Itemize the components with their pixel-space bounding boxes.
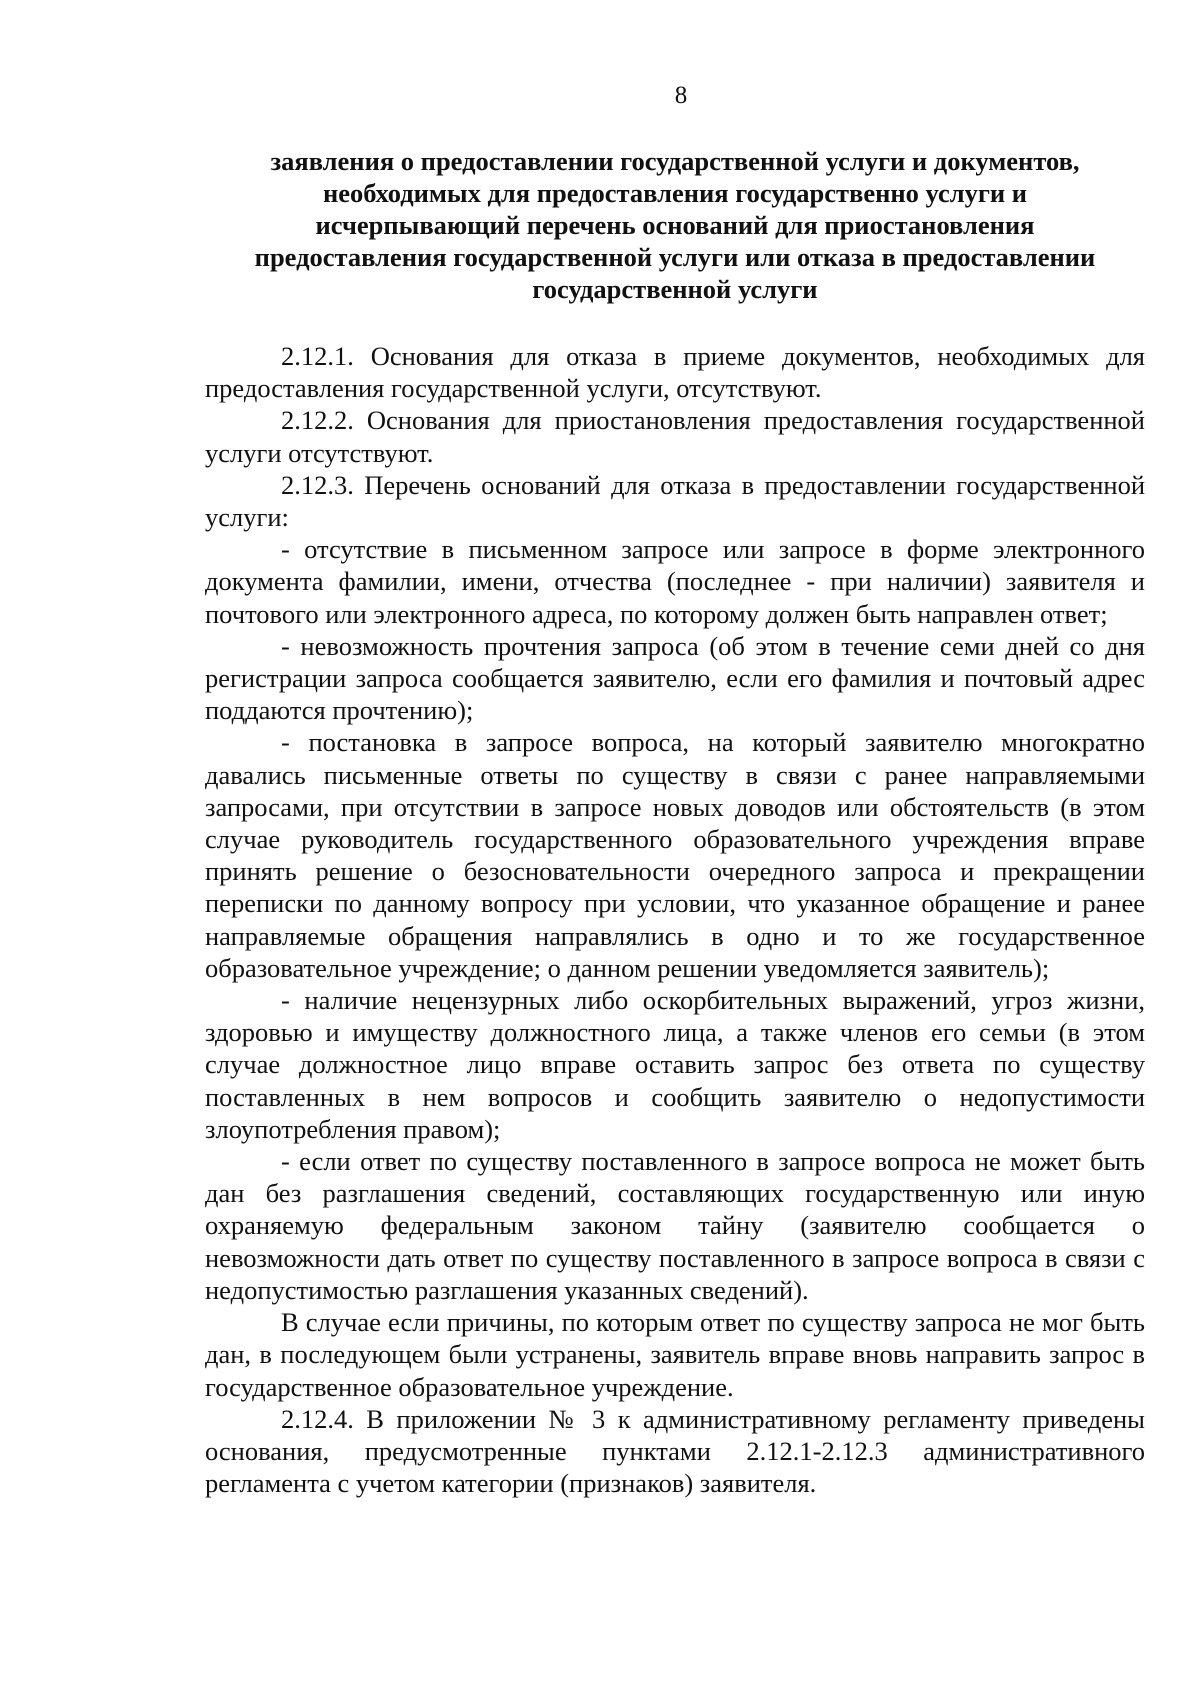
refusal-reason-item: - постановка в запросе вопроса, на который заявителю многократно давались письменные ответы по существу в связи с ранее направляемыми запросами, при отсутствии в запросе новых доводов или обстоятельств (в этом случае руководитель государственного образовательного учреждения вправе принять решение о безосновательности очередного запроса и прекращении переписки по данному вопросу при условии, что указанное обращение и ранее направляемые обращения направлялись в одно и то же государственное образовательное учреждение; о данном решении уведомляется заявитель); [205, 727, 1145, 983]
heading-line: государственной услуги [532, 274, 818, 304]
heading-line: исчерпывающий перечень оснований для приостановления [315, 210, 1035, 240]
heading-line: предоставления государственной услуги или отказа в предоставлении [254, 242, 1096, 272]
clause-2-12-3: 2.12.3. Перечень оснований для отказа в предоставлении государственной услуги: [205, 469, 1145, 533]
section-heading [225, 145, 1125, 305]
body-text [205, 340, 1145, 1499]
resubmission-paragraph: В случае если причины, по которым ответ по существу запроса не мог быть дан, в последующем были устранены, заявитель вправе вновь направить запрос в государственное образовательное учреждение. [205, 1307, 1145, 1402]
refusal-reason-item: - если ответ по существу поставленного в запросе вопроса не может быть дан без разглашения сведений, составляющих государственную или иную охраняемую федеральным законом тайну (заявителю сообщается о невозможности дать ответ по существу поставленного в запросе вопроса в связи с недопустимостью разглашения указанных сведений). [205, 1146, 1145, 1305]
refusal-reason-item: - невозможность прочтения запроса (об этом в течение семи дней со дня регистрации запроса сообщается заявителю, если его фамилия и почтовый адрес поддаются прочтению); [205, 630, 1145, 726]
page-number: 8 [674, 82, 688, 109]
refusal-reason-item: - отсутствие в письменном запросе или запросе в форме электронного документа фамилии, имени, отчества (последнее - при наличии) заявителя и почтового или электронного адреса, по которому должен быть направлен ответ; [205, 534, 1145, 629]
refusal-reason-item: - наличие нецензурных либо оскорбительных выражений, угроз жизни, здоровью и имуществу должностного лица, а также членов его семьи (в этом случае должностное лицо вправе оставить запрос без ответа по существу поставленных в нем вопросов и сообщить заявителю о недопустимости злоупотребления правом); [205, 985, 1145, 1144]
clause-2-12-2: 2.12.2. Основания для приостановления предоставления государственной услуги отсутствуют. [205, 405, 1145, 468]
heading-line: заявления о предоставлении государственной услуги и документов, [270, 146, 1080, 176]
clause-2-12-4: 2.12.4. В приложении № 3 к административному регламенту приведены основания, предусмотренные пунктами 2.12.1-2.12.3 административного регламента с учетом категории (признаков) заявителя. [205, 1403, 1145, 1499]
clause-2-12-1: 2.12.1. Основания для отказа в приеме документов, необходимых для предоставления государственной услуги, отсутствуют. [205, 341, 1145, 404]
heading-line: необходимых для предоставления государственно услуги и [322, 178, 1028, 208]
